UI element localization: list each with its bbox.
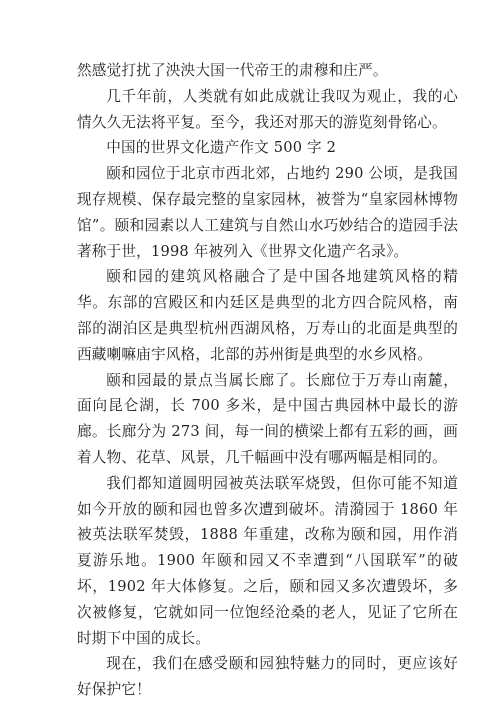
- essay-title: 中国的世界文化遗产作文 500 字 2: [106, 139, 337, 157]
- intro-closing-paragraph: 几千年前，人类就有如此成就让我叹为观止，我的心情久久无法将平复。至今，我还对那天的游览刻骨铭心。: [77, 87, 458, 131]
- paragraph-history: 我们都知道圆明园被英法联军烧毁，但你可能不知道如今开放的颐和园也曾多次遭到破坏。清漪园于 1860 年被英法联军焚毁，1888 年重建，改称为颐和园，用作消夏游乐地。1900 年颐和园又不幸遭到“八国联军”的破坏，1902 年大体修复。之后，颐和园又多次遭毁坏，多次被修复，它就如同一位饱经沧桑的老人，见证了它所在时期下中国的成长。: [77, 474, 458, 647]
- paragraph-conclusion: 现在，我们在感受颐和园独特魅力的同时，更应该好好保护它！: [77, 655, 458, 699]
- paragraph-long-corridor: 颐和园最的景点当属长廊了。长廊位于万寿山南麓，面向昆仑湖，长 700 多米，是中国古典园林中最长的游廊。长廊分为 273 间，每一间的横梁上都有五彩的画，画着人物、花草、风景，几千幅画中没有哪两幅是相同的。: [77, 371, 458, 466]
- paragraph-location: 颐和园位于北京市西北郊，占地约 290 公顷，是我国现存规模、保存最完整的皇家园林，被誉为“皇家园林博物馆”。颐和园素以人工建筑与自然山水巧妙结合的造园手法著称于世，1998 年被列入《世界文化遗产名录》。: [77, 165, 458, 260]
- paragraph-architecture: 颐和园的建筑风格融合了是中国各地建筑风格的精华。东部的宫殿区和内廷区是典型的北方四合院风格，南部的湖泊区是典型杭州西湖风格，万寿山的北面是典型的西藏喇嘛庙宇风格，北部的苏州街是典型的水乡风格。: [77, 268, 458, 363]
- document-page: [77, 58, 458, 703]
- intro-continuation: 然感觉打扰了泱泱大国一代帝王的肃穆和庄严。: [77, 62, 388, 79]
